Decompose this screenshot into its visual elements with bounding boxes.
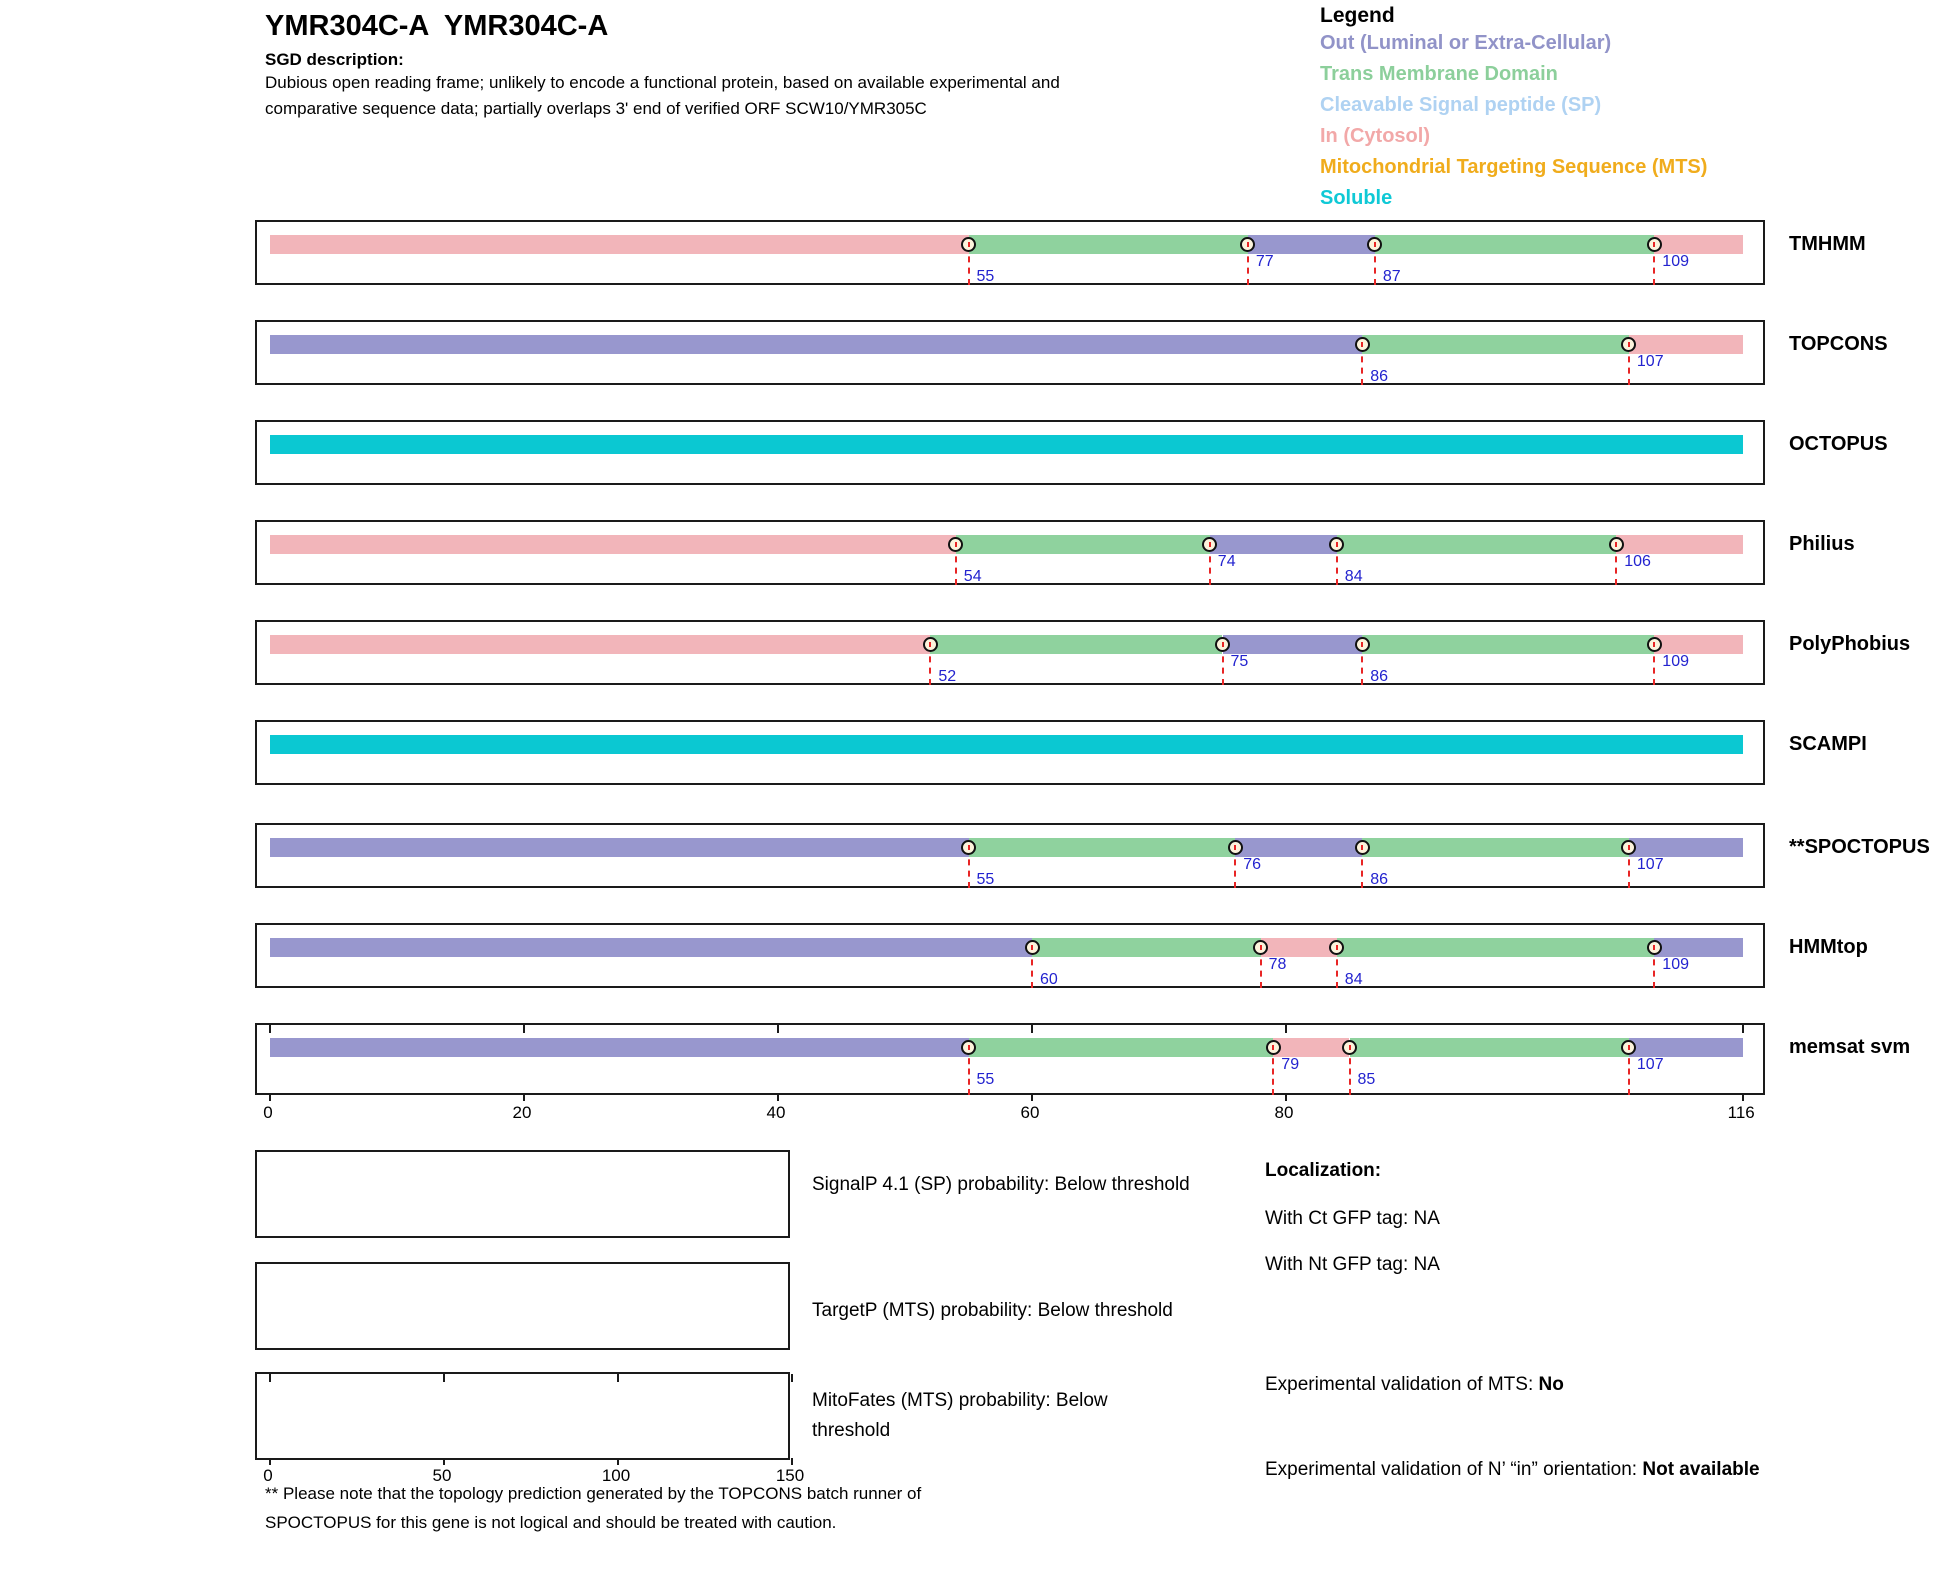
boundary-marker	[1355, 637, 1370, 652]
mts-validation-prefix: Experimental validation of MTS:	[1265, 1374, 1539, 1395]
boundary-position-label: 75	[1230, 653, 1249, 670]
boundary-position-label: 106	[1624, 553, 1651, 570]
topology-segment-in	[1616, 535, 1743, 554]
mts-validation-value: No	[1538, 1374, 1564, 1395]
marker-dash	[1031, 945, 1033, 950]
axis-tick-mark	[777, 1093, 779, 1101]
marker-dash	[1272, 1045, 1274, 1050]
topology-segment-in	[270, 235, 969, 254]
marker-dash	[1653, 242, 1655, 247]
marker-dash	[1628, 845, 1630, 850]
legend-item: In (Cytosol)	[1320, 125, 1430, 147]
signalp-panel-label: SignalP 4.1 (SP) probability: Below threshold	[812, 1174, 1190, 1195]
marker-dash	[968, 242, 970, 247]
topology-segment-out	[1223, 635, 1363, 654]
topology-segment-tm	[1375, 235, 1654, 254]
marker-dash	[1260, 945, 1262, 950]
boundary-position-label: 85	[1357, 1071, 1376, 1088]
boundary-position-label: 52	[938, 668, 957, 685]
x-axis-tick-label: 40	[766, 1103, 786, 1122]
mitofates-axis-tick-label: 150	[775, 1466, 805, 1485]
axis-tick-mark	[777, 1025, 779, 1033]
boundary-marker	[961, 1040, 976, 1055]
topology-segment-tm	[1337, 938, 1655, 957]
track-label-octopus: OCTOPUS	[1789, 433, 1888, 455]
legend-item: Out (Luminal or Extra-Cellular)	[1320, 32, 1612, 54]
boundary-marker	[1342, 1040, 1357, 1055]
axis-tick-mark	[1031, 1025, 1033, 1033]
boundary-position-label: 86	[1370, 871, 1388, 888]
topology-segment-out	[1629, 838, 1743, 857]
axis-tick-mark	[523, 1025, 525, 1033]
axis-tick-mark	[269, 1374, 271, 1382]
track-label-spoctopus: **SPOCTOPUS	[1789, 836, 1930, 858]
topology-segment-in	[1629, 335, 1743, 354]
track-row-polyphobius	[255, 620, 1911, 685]
boundary-position-label: 86	[1370, 668, 1388, 685]
topology-segment-tm	[1350, 1038, 1629, 1057]
topology-segment-tm	[1032, 938, 1261, 957]
boundary-marker	[1266, 1040, 1281, 1055]
marker-dash	[1653, 642, 1655, 647]
orientation-validation-value: Not available	[1642, 1459, 1760, 1480]
boundary-marker	[961, 840, 976, 855]
x-axis-tick-label: 116	[1727, 1103, 1755, 1122]
x-axis-tick-label: 0	[263, 1103, 273, 1122]
axis-tick-mark	[1285, 1093, 1287, 1101]
topology-segment-out	[1248, 235, 1375, 254]
x-axis-tick-label: 20	[512, 1103, 532, 1122]
mitofates-panel-box	[255, 1372, 790, 1460]
axis-tick-mark	[523, 1093, 525, 1101]
localization-ct-gfp: With Ct GFP tag: NA	[1265, 1208, 1440, 1229]
boundary-position-label: 87	[1382, 268, 1401, 285]
marker-dash	[1374, 242, 1376, 247]
sgd-description-line2: comparative sequence data; partially overlaps 3' end of verified ORF SCW10/YMR305C	[265, 99, 927, 118]
topology-segment-tm	[969, 1038, 1274, 1057]
marker-dash	[1247, 242, 1249, 247]
topology-segment-out	[1210, 535, 1337, 554]
mitofates-axis-tick-label: 0	[263, 1466, 273, 1485]
mitofates-axis-tick-label: 100	[601, 1466, 631, 1485]
boundary-marker	[1215, 637, 1230, 652]
boundary-marker	[1609, 537, 1624, 552]
boundary-position-label: 84	[1344, 568, 1363, 585]
axis-tick-mark	[1742, 1025, 1744, 1033]
axis-tick-mark	[1742, 1093, 1744, 1101]
marker-dash	[1222, 642, 1224, 647]
boundary-marker	[1228, 840, 1243, 855]
sgd-description-line1: Dubious open reading frame; unlikely to encode a functional protein, based on available experimental and	[265, 73, 1060, 92]
track-row-scampi	[255, 720, 1867, 785]
mts-validation-line	[1265, 1374, 1564, 1396]
boundary-marker	[1253, 940, 1268, 955]
track-row-octopus	[255, 420, 1888, 485]
marker-dash	[1615, 542, 1617, 547]
signalp-panel-box	[255, 1150, 790, 1238]
topology-segment-out	[1629, 1038, 1743, 1057]
legend	[1320, 4, 1707, 214]
topology-segment-out	[270, 335, 1362, 354]
marker-dash	[1361, 642, 1363, 647]
marker-dash	[1234, 845, 1236, 850]
orientation-validation-line	[1265, 1452, 1840, 1488]
marker-dash	[1361, 342, 1363, 347]
topology-segment-tm	[1362, 635, 1654, 654]
boundary-marker	[1647, 237, 1662, 252]
topology-segment-tm	[969, 235, 1248, 254]
marker-dash	[1628, 342, 1630, 347]
marker-dash	[968, 1045, 970, 1050]
topology-segment-tm	[930, 635, 1222, 654]
track-row-spoctopus	[255, 823, 1930, 888]
orientation-validation-prefix: Experimental validation of N’ “in” orientation:	[1265, 1459, 1643, 1480]
axis-tick-mark	[269, 1458, 271, 1465]
track-label-scampi: SCAMPI	[1789, 733, 1867, 755]
track-label-polyphobius: PolyPhobius	[1789, 633, 1911, 655]
marker-dash	[1209, 542, 1211, 547]
boundary-marker	[1355, 337, 1370, 352]
track-row-tmhmm	[255, 220, 1866, 285]
legend-item: Mitochondrial Targeting Sequence (MTS)	[1320, 156, 1708, 178]
legend-item: Soluble	[1320, 187, 1393, 209]
footnote-line1: ** Please note that the topology prediction generated by the TOPCONS batch runner of	[265, 1484, 922, 1503]
marker-dash	[968, 845, 970, 850]
track-label-topcons: TOPCONS	[1789, 333, 1888, 355]
track-label-memsatsvm: memsat svm	[1789, 1036, 1911, 1058]
boundary-position-label: 107	[1636, 856, 1664, 873]
boundary-position-label: 55	[976, 871, 995, 888]
topology-segment-in	[1261, 938, 1337, 957]
axis-tick-mark	[443, 1458, 445, 1465]
topology-segment-out	[270, 938, 1032, 957]
track-row-philius	[255, 520, 1855, 585]
footnote-line2: SPOCTOPUS for this gene is not logical and should be treated with caution.	[265, 1513, 837, 1532]
topology-segment-tm	[1362, 838, 1629, 857]
axis-tick-mark	[1285, 1025, 1287, 1033]
boundary-position-label: 109	[1662, 253, 1689, 270]
boundary-position-label: 74	[1217, 553, 1236, 570]
topology-segment-tm	[1362, 335, 1629, 354]
marker-dash	[955, 542, 957, 547]
topology-segment-out	[270, 1038, 969, 1057]
axis-tick-mark	[617, 1374, 619, 1382]
track-label-tmhmm: TMHMM	[1789, 233, 1866, 255]
topology-segment-out	[1654, 938, 1743, 957]
boundary-position-label: 84	[1344, 971, 1363, 988]
marker-dash	[1336, 542, 1338, 547]
marker-dash	[1349, 1045, 1351, 1050]
boundary-position-label: 55	[976, 1071, 995, 1088]
boundary-position-label: 78	[1268, 956, 1287, 973]
axis-tick-mark	[617, 1458, 619, 1465]
marker-dash	[1361, 845, 1363, 850]
marker-dash	[929, 642, 931, 647]
topology-segment-tm	[969, 838, 1236, 857]
axis-tick-mark	[791, 1458, 793, 1465]
track-row-memsatsvm	[255, 1023, 1911, 1095]
axis-tick-mark	[443, 1374, 445, 1382]
targetp-panel-box	[255, 1262, 790, 1350]
boundary-marker	[961, 237, 976, 252]
localization-nt-gfp: With Nt GFP tag: NA	[1265, 1254, 1440, 1275]
topology-segment-out	[1235, 838, 1362, 857]
topology-segment-tm	[956, 535, 1210, 554]
page-title: YMR304C-A YMR304C-A	[265, 10, 609, 42]
x-axis-tick-label: 80	[1274, 1103, 1294, 1122]
legend-items	[1320, 28, 1707, 214]
mitofates-panel-label: MitoFates (MTS) probability: Below threshold	[812, 1390, 1108, 1441]
boundary-position-label: 55	[976, 268, 995, 285]
boundary-position-label: 76	[1243, 856, 1261, 873]
boundary-position-label: 60	[1040, 971, 1058, 988]
boundary-marker	[1025, 940, 1040, 955]
x-axis-tick-label: 60	[1020, 1103, 1040, 1122]
axis-tick-mark	[269, 1093, 271, 1101]
boundary-position-label: 77	[1255, 253, 1274, 270]
boundary-marker	[1647, 637, 1662, 652]
marker-dash	[1653, 945, 1655, 950]
topology-segment-in	[1654, 235, 1743, 254]
boundary-position-label: 54	[963, 568, 982, 585]
topology-segment-soluble	[270, 435, 1743, 454]
topology-segment-tm	[1337, 535, 1616, 554]
legend-title: Legend	[1320, 4, 1395, 27]
localization-title: Localization:	[1265, 1160, 1382, 1181]
topology-segment-soluble	[270, 735, 1743, 754]
track-row-topcons	[255, 320, 1888, 385]
marker-dash	[1628, 1045, 1630, 1050]
targetp-panel-label: TargetP (MTS) probability: Below threshold	[812, 1300, 1173, 1321]
boundary-marker	[1647, 940, 1662, 955]
axis-tick-mark	[269, 1025, 271, 1033]
track-row-hmmtop	[255, 923, 1868, 988]
topology-segment-in	[1273, 1038, 1349, 1057]
marker-dash	[1336, 945, 1338, 950]
legend-item: Trans Membrane Domain	[1320, 63, 1558, 85]
boundary-position-label: 109	[1662, 956, 1689, 973]
sgd-description-label: SGD description:	[265, 50, 404, 69]
mitofates-axis-tick-label: 50	[432, 1466, 452, 1485]
boundary-position-label: 86	[1370, 368, 1388, 385]
track-label-hmmtop: HMMtop	[1789, 936, 1868, 958]
legend-item: Cleavable Signal peptide (SP)	[1320, 94, 1602, 116]
boundary-marker	[923, 637, 938, 652]
topology-segment-in	[1654, 635, 1743, 654]
topology-segment-in	[270, 535, 956, 554]
topology-segment-out	[270, 838, 969, 857]
boundary-position-label: 79	[1281, 1056, 1300, 1073]
axis-tick-mark	[791, 1374, 793, 1382]
track-label-philius: Philius	[1789, 533, 1855, 555]
topology-segment-in	[270, 635, 930, 654]
boundary-position-label: 109	[1662, 653, 1689, 670]
boundary-position-label: 107	[1636, 353, 1664, 370]
axis-tick-mark	[1031, 1093, 1033, 1101]
boundary-position-label: 107	[1636, 1056, 1664, 1073]
boundary-marker	[1355, 840, 1370, 855]
